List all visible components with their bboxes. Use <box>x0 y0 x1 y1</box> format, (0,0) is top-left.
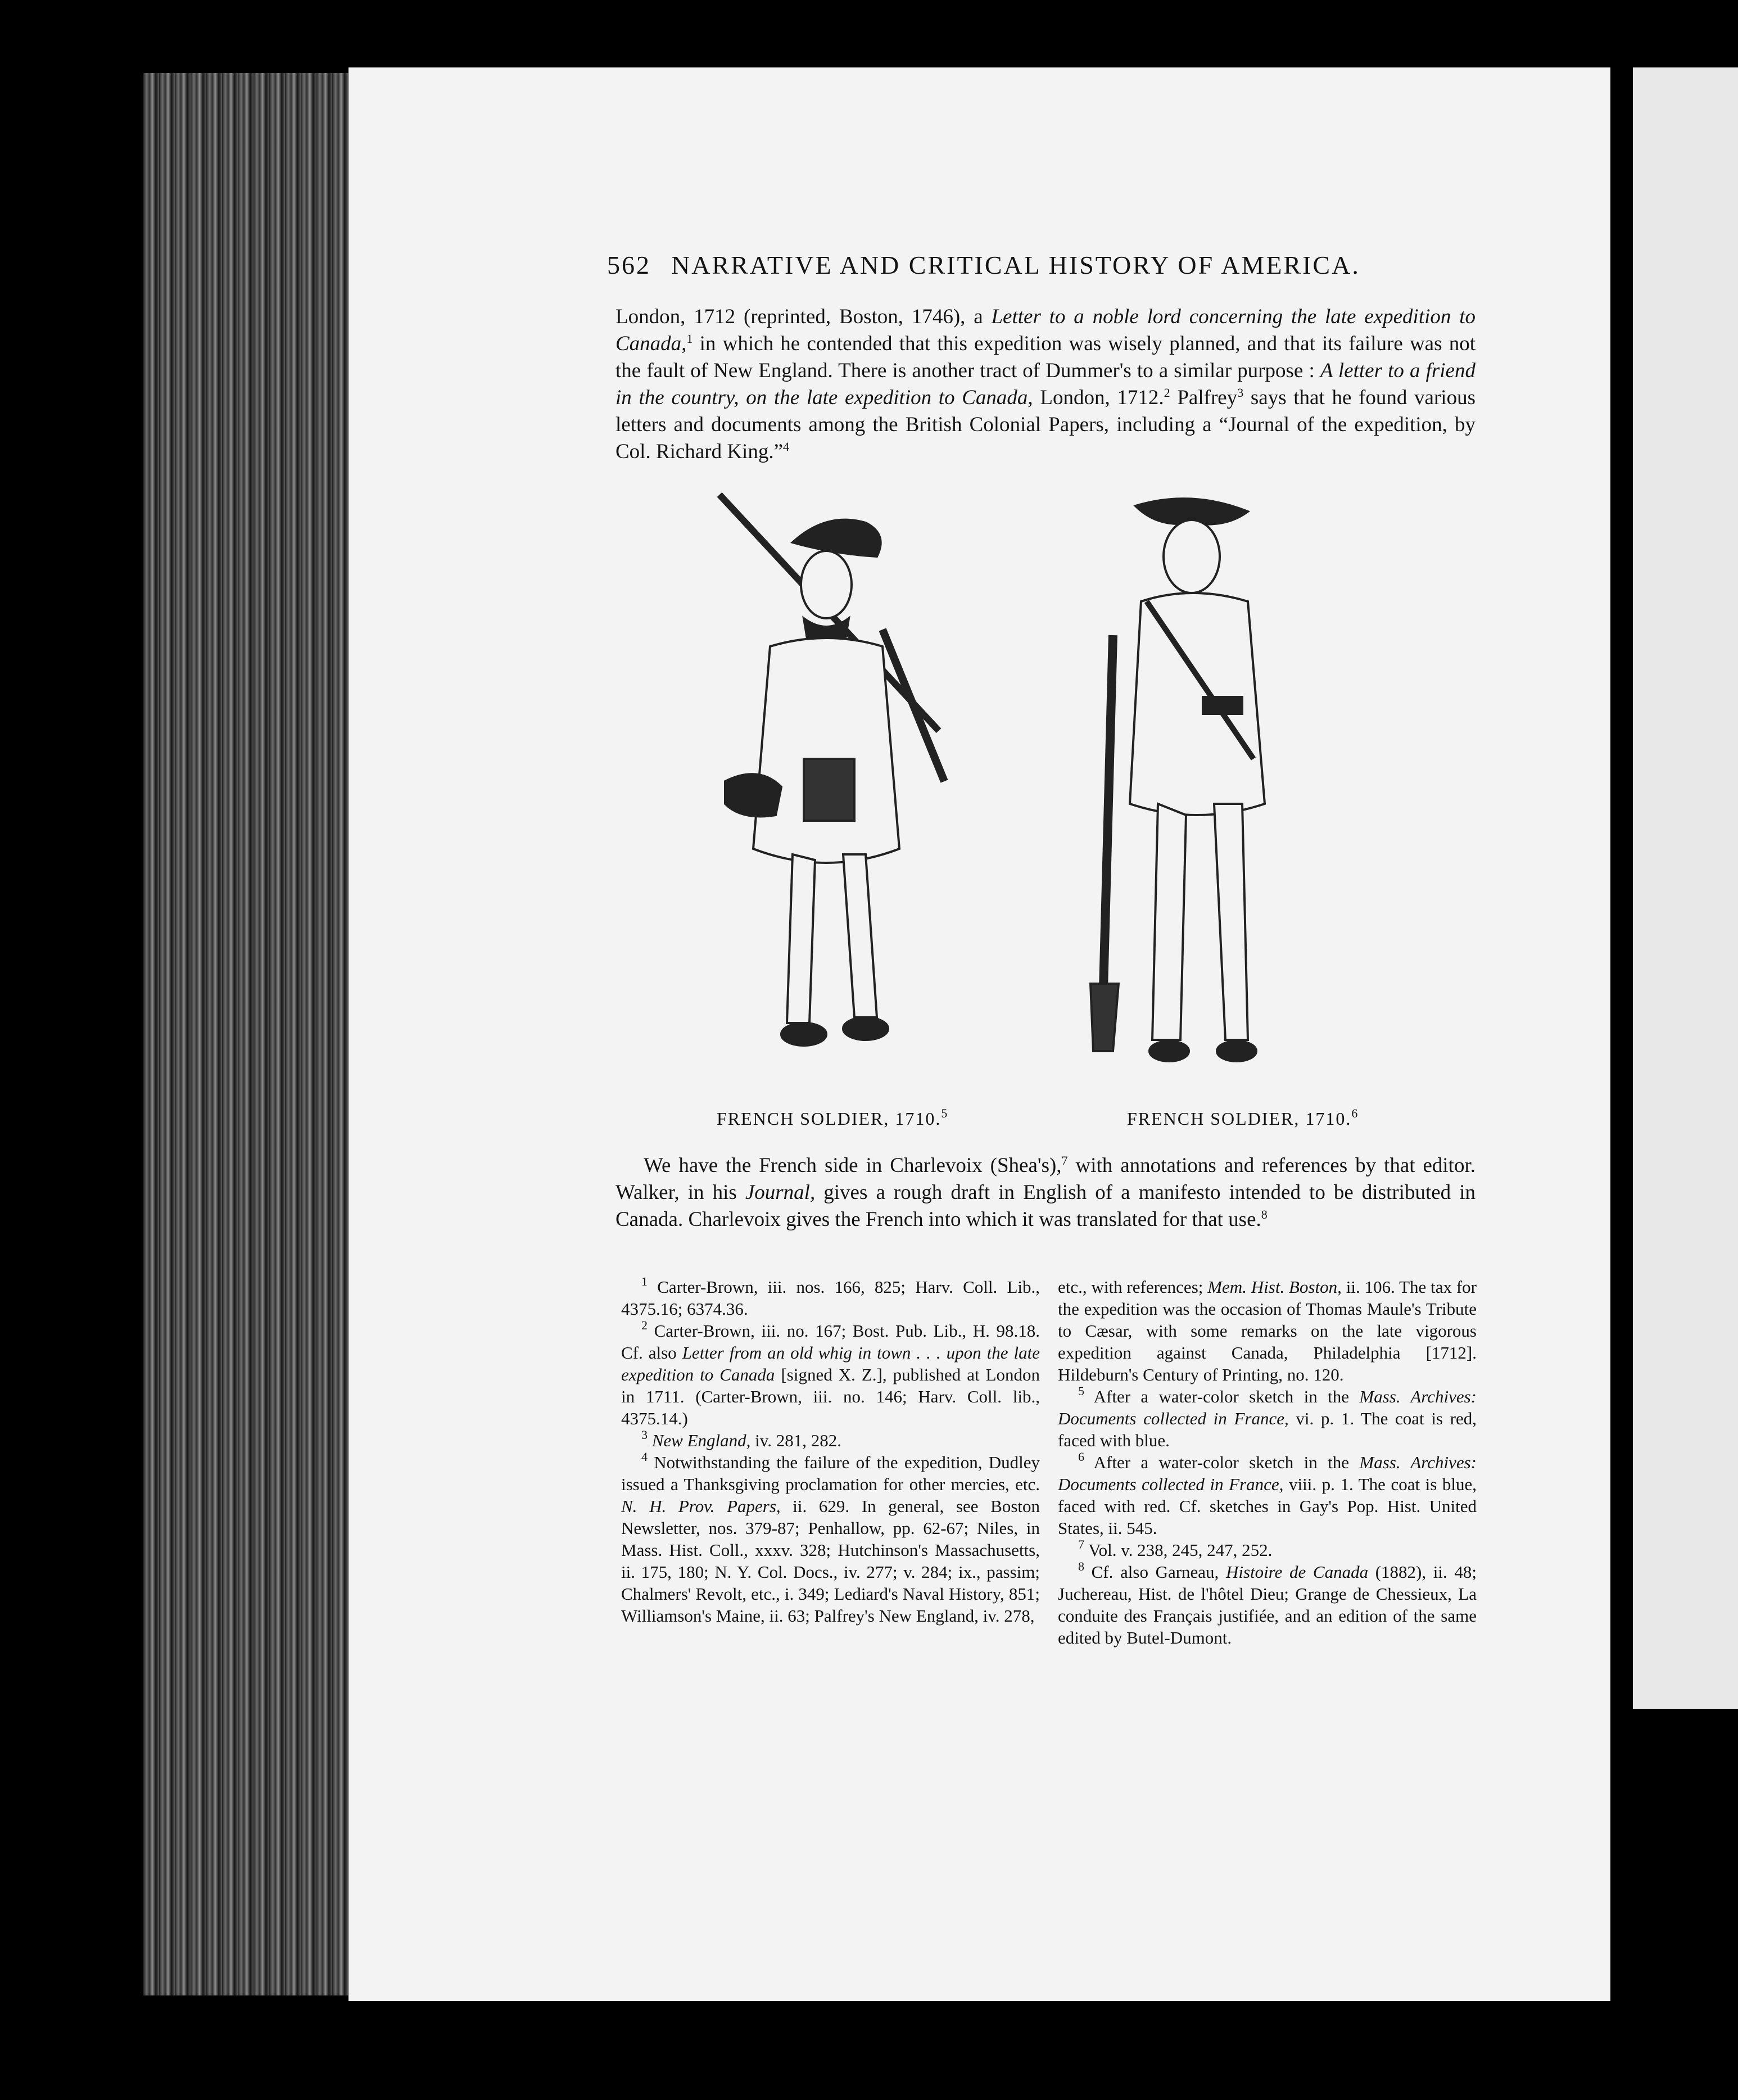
footnote-3 <box>621 1429 1040 1451</box>
footnote-italic: N. H. Prov. Papers, <box>621 1496 781 1516</box>
book-page-edges <box>143 73 363 1995</box>
intro-italic-title-2: A letter to a friend in the country, on the late expedition to Canada, <box>615 359 1476 409</box>
footnote-italic: Mass. Archives: Documents collected in France, <box>1058 1452 1477 1494</box>
footnotes-right-column <box>1058 1276 1477 1649</box>
footnote-italic: New England, <box>651 1431 751 1450</box>
intro-text-2: in which he contended that this expedition was wisely planned, and that its failure was not the fault of New England. There is another tract of Dummer's to a similar purpose : <box>615 332 1476 382</box>
footnote-ref: 7 <box>1061 1153 1068 1167</box>
footnote-ref: 1 <box>686 332 693 346</box>
footnote-5 <box>1058 1386 1477 1451</box>
footnote-tail: ii. 106. The tax for the expedition was the occasion of Thomas Maule's Tribute to Cæsar, with some remarks on the late vigorous expedition against Canada, Philadelphia [1712]. Hildeburn's Century of Printing, no. 120. <box>1058 1277 1477 1384</box>
intro-paragraph <box>615 304 1476 465</box>
footnote-text: After a water-color sketch in the <box>1084 1387 1360 1406</box>
footnote-number: 2 <box>641 1318 648 1332</box>
footnote-italic: Histoire de Canada <box>1225 1562 1369 1582</box>
french-soldier-illustration-left <box>697 489 1045 1096</box>
footnote-number: 6 <box>1078 1450 1084 1464</box>
footnote-text: Carter-Brown, iii. nos. 166, 825; Harv. Coll. Lib., 4375.16; 6374.36. <box>621 1277 1040 1319</box>
footnote-number: 4 <box>641 1450 648 1464</box>
footnote-tail: viii. p. 1. The coat is blue, faced with red. Cf. sketches in Gay's Pop. Hist. United States, ii. 545. <box>1058 1474 1477 1538</box>
footnote-4-continued <box>1058 1276 1477 1386</box>
footnote-tail: [signed X. Z.], published at London in 1711. (Carter-Brown, iii. no. 146; Harv. Coll. lib., 4375.14.) <box>621 1365 1040 1428</box>
footnote-6 <box>1058 1451 1477 1539</box>
footnote-italic: Mass. Archives: Documents collected in France, <box>1058 1387 1477 1428</box>
caption-text-right: FRENCH SOLDIER, 1710. <box>1127 1108 1352 1129</box>
footnote-4 <box>621 1451 1040 1627</box>
footnote-ref: 4 <box>783 440 790 454</box>
footnote-tail: ii. 629. In general, see Boston Newsletter, nos. 379-87; Penhallow, pp. 62-67; Niles, in Mass. Hist. Coll., xxxv. 328; Hutchinson's Massachusetts, ii. 175, 180; N. Y. Col. Docs., iv. 277; v. 284; ix., passim; Chalmers' Revolt, etc., i. 349; Lediard's Naval History, 851; Williamson's Maine, ii. 63; Palfrey's New England, iv. 278, <box>621 1496 1040 1626</box>
footnote-tail: iv. 281, 282. <box>750 1431 842 1450</box>
running-header <box>607 250 1360 280</box>
footnote-number: 8 <box>1078 1559 1084 1573</box>
footnote-ref: 5 <box>941 1106 949 1120</box>
footnote-ref: 6 <box>1351 1106 1359 1120</box>
footnote-text: Cf. also Garneau, <box>1084 1562 1226 1582</box>
footnote-number: 1 <box>641 1274 648 1288</box>
intro-text-4: Palfrey <box>1170 386 1238 409</box>
footnote-text: etc., with references; <box>1058 1277 1208 1297</box>
footnote-ref: 3 <box>1237 386 1244 400</box>
figure-caption-right <box>1127 1108 1359 1129</box>
footnote-italic: Mem. Hist. Boston, <box>1207 1277 1342 1297</box>
adjacent-page-edge <box>1633 67 1738 1709</box>
footnote-number: 3 <box>641 1428 648 1442</box>
running-title: NARRATIVE AND CRITICAL HISTORY OF AMERICA. <box>671 251 1360 279</box>
footnote-text: Vol. v. 238, 245, 247, 252. <box>1084 1540 1273 1560</box>
footnote-text: Carter-Brown, iii. no. 167; Bost. Pub. Lib., H. 98.18. Cf. also <box>621 1321 1040 1363</box>
french-soldier-illustration-right <box>1079 489 1428 1096</box>
intro-text-5: says that he found various letters and documents among the British Colonial Papers, including a “Journal of the expedition, by Col. Richard King.” <box>615 386 1476 463</box>
intro-italic-title-1: Letter to a noble lord concerning the late expedition to Canada, <box>615 305 1476 355</box>
footnote-ref: 8 <box>1261 1207 1268 1221</box>
caption-text-left: FRENCH SOLDIER, 1710. <box>717 1108 942 1129</box>
footnote-text <box>648 1431 652 1450</box>
page-number: 562 <box>607 251 651 279</box>
figure-caption-left <box>717 1108 948 1129</box>
footnote-number: 5 <box>1078 1384 1084 1398</box>
footnote-number: 7 <box>1078 1537 1084 1551</box>
footnote-text: Notwithstanding the failure of the expedition, Dudley issued a Thanksgiving proclamation for other mercies, etc. <box>621 1452 1040 1494</box>
footnote-8 <box>1058 1561 1477 1649</box>
body-text-2: with annotations and references by that editor. Walker, in his <box>615 1154 1476 1204</box>
intro-text-1: London, 1712 (reprinted, Boston, 1746), a <box>615 305 992 328</box>
intro-text-3: London, 1712. <box>1033 386 1164 409</box>
footnote-ref: 2 <box>1164 386 1170 400</box>
footnotes-left-column <box>621 1276 1040 1627</box>
footnote-tail: vi. p. 1. The coat is red, faced with blue. <box>1058 1409 1477 1450</box>
footnote-1 <box>621 1276 1040 1320</box>
footnote-text: After a water-color sketch in the <box>1084 1452 1360 1472</box>
body-text-3: gives a rough draft in English of a manifesto intended to be distributed in Canada. Charlevoix gives the French into which it was translated for that use. <box>615 1181 1476 1231</box>
footnote-tail: (1882), ii. 48; Juchereau, Hist. de l'hôtel Dieu; Grange de Chessieux, La conduite des Français justifiée, and an edition of the same edited by Butel-Dumont. <box>1058 1562 1477 1648</box>
body-paragraph <box>615 1152 1476 1233</box>
footnote-italic: Letter from an old whig in town . . . upon the late expedition to Canada <box>621 1343 1040 1384</box>
body-text-1: We have the French side in Charlevoix (Shea's), <box>644 1154 1062 1177</box>
footnote-7 <box>1058 1539 1477 1561</box>
body-italic-journal: Journal, <box>745 1181 816 1204</box>
footnote-2 <box>621 1320 1040 1429</box>
